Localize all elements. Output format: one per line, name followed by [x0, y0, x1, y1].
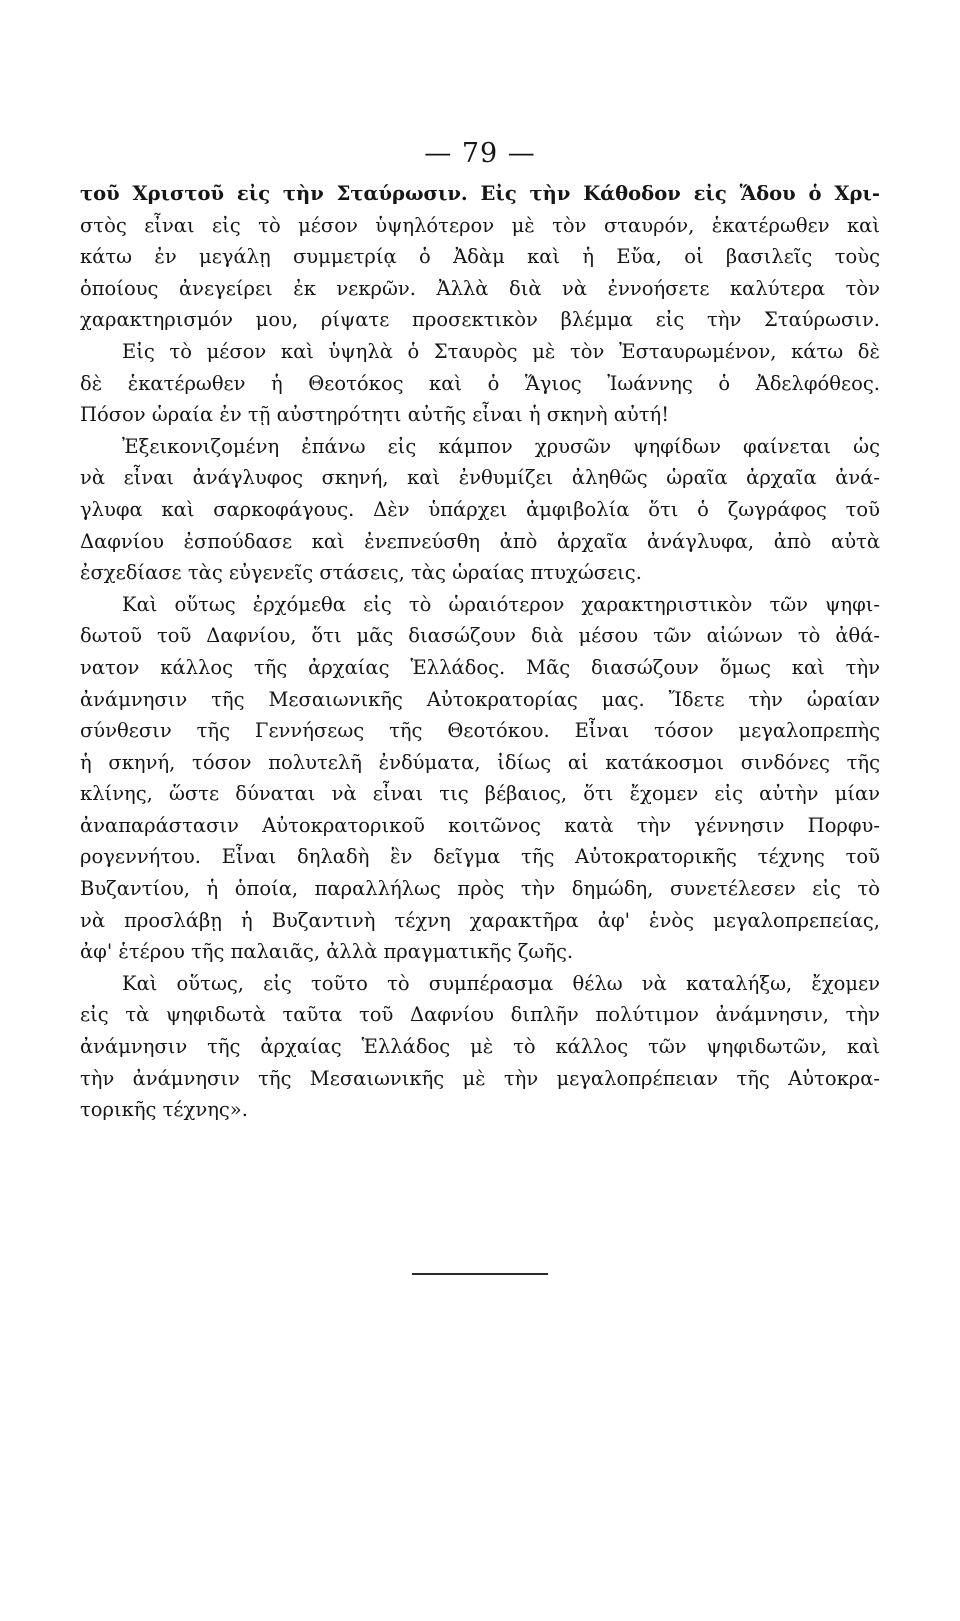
- text-line: Καὶ οὕτως ἐρχόμεθα εἰς τὸ ὡραιότερον χαρακτηριστικὸν τῶν ψηφι-: [122, 592, 880, 616]
- text-line: εἰς τὰ ψηφιδωτὰ ταῦτα τοῦ Δαφνίου διπλῆν πολύτιμον ἀνάμνησιν, τὴν: [80, 1003, 880, 1027]
- text-line: νατον κάλλος τῆς ἀρχαίας Ἑλλάδος. Μᾶς διασώζουν ὅμως καὶ τὴν: [80, 655, 880, 679]
- text-line: δωτοῦ τοῦ Δαφνίου, ὅτι μᾶς διασώζουν διὰ μέσου τῶν αἰώνων τὸ ἀθά-: [80, 624, 880, 648]
- text-line: Βυζαντίου, ἡ ὁποία, παραλλήλως πρὸς τὴν δημώδη, συνετέλεσεν εἰς τὸ: [80, 877, 880, 901]
- text-line: Εἰς τὸ μέσον καὶ ὑψηλὰ ὁ Σταυρὸς μὲ τὸν Ἐσταυρωμένον, κάτω δὲ: [122, 339, 880, 363]
- body-text: [80, 178, 880, 1126]
- text-line: νὰ εἶναι ἀνάγλυφος σκηνή, καὶ ἐνθυμίζει ἀληθῶς ὡραῖα ἀρχαῖα ἀνά-: [80, 466, 880, 490]
- text-line: κλίνης, ὥστε δύναται νὰ εἶναι τις βέβαιος, ὅτι ἔχομεν εἰς αὐτὴν μίαν: [80, 782, 880, 806]
- text-line: χαρακτηρισμόν μου, ρίψατε προσεκτικὸν βλέμμα εἰς τὴν Σταύρωσιν.: [80, 308, 880, 332]
- text-line: γλυφα καὶ σαρκοφάγους. Δὲν ὑπάρχει ἀμφιβολία ὅτι ὁ ζωγράφος τοῦ: [80, 497, 880, 521]
- text-line: ἀφ' ἑτέρου τῆς παλαιᾶς, ἀλλὰ πραγματικῆς ζωῆς.: [80, 940, 574, 964]
- text-line: δὲ ἑκατέρωθεν ἡ Θεοτόκος καὶ ὁ Ἅγιος Ἰωάννης ὁ Ἀδελφόθεος.: [80, 371, 880, 395]
- text-line: Ἐξεικονιζομένη ἐπάνω εἰς κάμπον χρυσῶν ψηφίδων φαίνεται ὡς: [122, 434, 880, 458]
- text-line: νὰ προσλάβῃ ἡ Βυζαντινὴ τέχνη χαρακτῆρα ἀφ' ἑνὸς μεγαλοπρεπείας,: [80, 908, 880, 932]
- text-line: τορικῆς τέχνης».: [80, 1098, 248, 1122]
- page-number: — 79 —: [424, 138, 536, 169]
- text-line: τοῦ Χριστοῦ εἰς τὴν Σταύρωσιν. Εἰς τὴν Κάθοδον εἰς Ἅδου ὁ Χρι-: [80, 182, 880, 205]
- text-line: ἀναπαράστασιν Αὐτοκρατορικοῦ κοιτῶνος κατὰ τὴν γέννησιν Πορφυ-: [80, 813, 880, 837]
- text-line: Καὶ οὕτως, εἰς τοῦτο τὸ συμπέρασμα θέλω νὰ καταλήξω, ἔχομεν: [122, 971, 880, 995]
- text-line: στὸς εἶναι εἰς τὸ μέσον ὑψηλότερον μὲ τὸν σταυρόν, ἑκατέρωθεν καὶ: [80, 213, 880, 237]
- text-line: τὴν ἀνάμνησιν τῆς Μεσαιωνικῆς μὲ τὴν μεγαλοπρέπειαν τῆς Αὐτοκρα-: [80, 1066, 880, 1090]
- text-line: Δαφνίου ἐσπούδασε καὶ ἐνεπνεύσθη ἀπὸ ἀρχαῖα ἀνάγλυφα, ἀπὸ αὐτὰ: [80, 529, 880, 553]
- text-line: κάτω ἐν μεγάλῃ συμμετρίᾳ ὁ Ἀδὰμ καὶ ἡ Εὔα, οἱ βασιλεῖς τοὺς: [80, 245, 880, 269]
- text-line: Πόσον ὡραία ἐν τῇ αὐστηρότητι αὐτῆς εἶναι ἡ σκηνὴ αὐτή!: [80, 403, 670, 427]
- text-line: ρογεννήτου. Εἶναι δηλαδὴ ἓν δεῖγμα τῆς Αὐτοκρατορικῆς τέχνης τοῦ: [80, 845, 880, 869]
- text-line: ἡ σκηνή, τόσον πολυτελῆ ἐνδύματα, ἰδίως αἱ κατάκοσμοι σινδόνες τῆς: [80, 750, 880, 774]
- section-separator: [412, 1273, 548, 1275]
- text-line: ὁποίους ἀνεγείρει ἐκ νεκρῶν. Ἀλλὰ διὰ νὰ ἐννοήσετε καλύτερα τὸν: [80, 276, 880, 300]
- text-line: ἀνάμνησιν τῆς ἀρχαίας Ἑλλάδος μὲ τὸ κάλλος τῶν ψηφιδωτῶν, καὶ: [80, 1035, 880, 1059]
- text-line: σύνθεσιν τῆς Γεννήσεως τῆς Θεοτόκου. Εἶναι τόσον μεγαλοπρεπὴς: [80, 719, 880, 743]
- text-line: ἀνάμνησιν τῆς Μεσαιωνικῆς Αὐτοκρατορίας μας. Ἴδετε τὴν ὡραίαν: [80, 687, 880, 711]
- text-line: ἐσχεδίασε τὰς εὐγενεῖς στάσεις, τὰς ὡραίας πτυχώσεις.: [80, 561, 642, 585]
